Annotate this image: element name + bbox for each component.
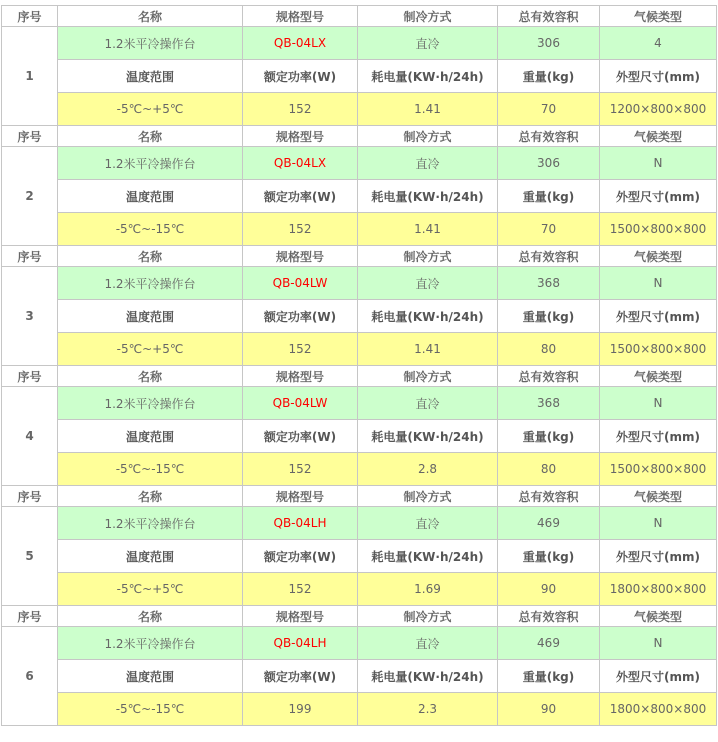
label-energy-consumption: 耗电量(KW·h/24h) (358, 540, 498, 573)
table-row (2, 333, 717, 366)
table-header-row (2, 606, 717, 627)
label-weight: 重量(kg) (498, 60, 600, 93)
label-temperature-range: 温度范围 (58, 60, 243, 93)
cooling-method-cell: 直冷 (358, 27, 498, 60)
label-temperature-range: 温度范围 (58, 540, 243, 573)
label-energy-consumption: 耗电量(KW·h/24h) (358, 300, 498, 333)
header-volume: 总有效容积 (498, 126, 600, 147)
volume-cell: 306 (498, 27, 600, 60)
label-energy-consumption: 耗电量(KW·h/24h) (358, 660, 498, 693)
label-weight: 重量(kg) (498, 540, 600, 573)
label-temperature-range: 温度范围 (58, 660, 243, 693)
climate-type-cell: N (600, 387, 717, 420)
product-name-cell: 1.2米平冷操作台 (58, 147, 243, 180)
climate-type-cell: 4 (600, 27, 717, 60)
model-cell: QB-04LX (243, 27, 358, 60)
header-cooling: 制冷方式 (358, 126, 498, 147)
label-rated-power: 额定功率(W) (243, 660, 358, 693)
cooling-method-cell: 直冷 (358, 147, 498, 180)
rated-power-cell: 152 (243, 573, 358, 606)
cooling-method-cell: 直冷 (358, 267, 498, 300)
energy-consumption-cell: 1.41 (358, 213, 498, 246)
rated-power-cell: 152 (243, 333, 358, 366)
header-no: 序号 (2, 6, 58, 27)
table-row (2, 93, 717, 126)
model-cell: QB-04LX (243, 147, 358, 180)
table-header-row (2, 6, 717, 27)
row-number-cell: 2 (2, 147, 58, 246)
label-energy-consumption: 耗电量(KW·h/24h) (358, 60, 498, 93)
label-rated-power: 额定功率(W) (243, 540, 358, 573)
header-climate: 气候类型 (600, 486, 717, 507)
table-label-row (2, 660, 717, 693)
label-dimensions: 外型尺寸(mm) (600, 60, 717, 93)
table-label-row (2, 540, 717, 573)
weight-cell: 80 (498, 333, 600, 366)
weight-cell: 90 (498, 573, 600, 606)
rated-power-cell: 199 (243, 693, 358, 726)
temperature-range-cell: -5℃~+5℃ (58, 573, 243, 606)
header-volume: 总有效容积 (498, 246, 600, 267)
table-label-row (2, 180, 717, 213)
model-cell: QB-04LH (243, 627, 358, 660)
table-row (2, 507, 717, 540)
header-climate: 气候类型 (600, 366, 717, 387)
spec-table-body (2, 6, 717, 726)
header-cooling: 制冷方式 (358, 246, 498, 267)
header-no: 序号 (2, 126, 58, 147)
weight-cell: 80 (498, 453, 600, 486)
row-number-cell: 1 (2, 27, 58, 126)
header-model: 规格型号 (243, 246, 358, 267)
cooling-method-cell: 直冷 (358, 507, 498, 540)
dimensions-cell: 1200×800×800 (600, 93, 717, 126)
header-model: 规格型号 (243, 6, 358, 27)
header-cooling: 制冷方式 (358, 6, 498, 27)
label-temperature-range: 温度范围 (58, 180, 243, 213)
label-dimensions: 外型尺寸(mm) (600, 180, 717, 213)
weight-cell: 70 (498, 213, 600, 246)
table-label-row (2, 60, 717, 93)
header-cooling: 制冷方式 (358, 606, 498, 627)
climate-type-cell: N (600, 627, 717, 660)
product-name-cell: 1.2米平冷操作台 (58, 27, 243, 60)
climate-type-cell: N (600, 147, 717, 180)
header-model: 规格型号 (243, 126, 358, 147)
temperature-range-cell: -5℃~-15℃ (58, 453, 243, 486)
table-row (2, 453, 717, 486)
table-header-row (2, 366, 717, 387)
label-rated-power: 额定功率(W) (243, 60, 358, 93)
label-energy-consumption: 耗电量(KW·h/24h) (358, 420, 498, 453)
header-name: 名称 (58, 606, 243, 627)
product-name-cell: 1.2米平冷操作台 (58, 267, 243, 300)
energy-consumption-cell: 2.8 (358, 453, 498, 486)
volume-cell: 306 (498, 147, 600, 180)
dimensions-cell: 1800×800×800 (600, 693, 717, 726)
row-number-cell: 4 (2, 387, 58, 486)
header-no: 序号 (2, 366, 58, 387)
label-dimensions: 外型尺寸(mm) (600, 660, 717, 693)
product-name-cell: 1.2米平冷操作台 (58, 387, 243, 420)
header-cooling: 制冷方式 (358, 366, 498, 387)
energy-consumption-cell: 1.41 (358, 333, 498, 366)
spec-table (1, 5, 717, 726)
product-name-cell: 1.2米平冷操作台 (58, 507, 243, 540)
header-no: 序号 (2, 246, 58, 267)
header-name: 名称 (58, 6, 243, 27)
volume-cell: 368 (498, 387, 600, 420)
rated-power-cell: 152 (243, 213, 358, 246)
table-row (2, 573, 717, 606)
product-name-cell: 1.2米平冷操作台 (58, 627, 243, 660)
table-label-row (2, 300, 717, 333)
energy-consumption-cell: 1.69 (358, 573, 498, 606)
model-cell: QB-04LW (243, 267, 358, 300)
climate-type-cell: N (600, 267, 717, 300)
temperature-range-cell: -5℃~+5℃ (58, 333, 243, 366)
dimensions-cell: 1500×800×800 (600, 453, 717, 486)
label-rated-power: 额定功率(W) (243, 420, 358, 453)
label-temperature-range: 温度范围 (58, 300, 243, 333)
label-weight: 重量(kg) (498, 300, 600, 333)
label-energy-consumption: 耗电量(KW·h/24h) (358, 180, 498, 213)
temperature-range-cell: -5℃~-15℃ (58, 213, 243, 246)
table-row (2, 267, 717, 300)
dimensions-cell: 1500×800×800 (600, 213, 717, 246)
header-name: 名称 (58, 246, 243, 267)
header-volume: 总有效容积 (498, 366, 600, 387)
table-row (2, 387, 717, 420)
temperature-range-cell: -5℃~+5℃ (58, 93, 243, 126)
cooling-method-cell: 直冷 (358, 387, 498, 420)
table-row (2, 147, 717, 180)
table-row (2, 213, 717, 246)
weight-cell: 90 (498, 693, 600, 726)
label-weight: 重量(kg) (498, 180, 600, 213)
volume-cell: 469 (498, 627, 600, 660)
energy-consumption-cell: 1.41 (358, 93, 498, 126)
cooling-method-cell: 直冷 (358, 627, 498, 660)
volume-cell: 368 (498, 267, 600, 300)
weight-cell: 70 (498, 93, 600, 126)
energy-consumption-cell: 2.3 (358, 693, 498, 726)
row-number-cell: 5 (2, 507, 58, 606)
label-weight: 重量(kg) (498, 420, 600, 453)
header-no: 序号 (2, 486, 58, 507)
model-cell: QB-04LH (243, 507, 358, 540)
label-temperature-range: 温度范围 (58, 420, 243, 453)
climate-type-cell: N (600, 507, 717, 540)
table-row (2, 693, 717, 726)
table-header-row (2, 246, 717, 267)
label-weight: 重量(kg) (498, 660, 600, 693)
header-volume: 总有效容积 (498, 486, 600, 507)
header-name: 名称 (58, 366, 243, 387)
model-cell: QB-04LW (243, 387, 358, 420)
header-no: 序号 (2, 606, 58, 627)
dimensions-cell: 1800×800×800 (600, 573, 717, 606)
label-dimensions: 外型尺寸(mm) (600, 420, 717, 453)
rated-power-cell: 152 (243, 93, 358, 126)
row-number-cell: 6 (2, 627, 58, 726)
dimensions-cell: 1500×800×800 (600, 333, 717, 366)
rated-power-cell: 152 (243, 453, 358, 486)
header-climate: 气候类型 (600, 246, 717, 267)
header-name: 名称 (58, 126, 243, 147)
table-row (2, 27, 717, 60)
header-climate: 气候类型 (600, 126, 717, 147)
table-header-row (2, 486, 717, 507)
header-cooling: 制冷方式 (358, 486, 498, 507)
header-volume: 总有效容积 (498, 6, 600, 27)
header-name: 名称 (58, 486, 243, 507)
table-label-row (2, 420, 717, 453)
label-rated-power: 额定功率(W) (243, 180, 358, 213)
volume-cell: 469 (498, 507, 600, 540)
temperature-range-cell: -5℃~-15℃ (58, 693, 243, 726)
label-rated-power: 额定功率(W) (243, 300, 358, 333)
header-climate: 气候类型 (600, 6, 717, 27)
label-dimensions: 外型尺寸(mm) (600, 540, 717, 573)
table-row (2, 627, 717, 660)
table-header-row (2, 126, 717, 147)
header-volume: 总有效容积 (498, 606, 600, 627)
row-number-cell: 3 (2, 267, 58, 366)
header-climate: 气候类型 (600, 606, 717, 627)
header-model: 规格型号 (243, 606, 358, 627)
label-dimensions: 外型尺寸(mm) (600, 300, 717, 333)
header-model: 规格型号 (243, 366, 358, 387)
header-model: 规格型号 (243, 486, 358, 507)
